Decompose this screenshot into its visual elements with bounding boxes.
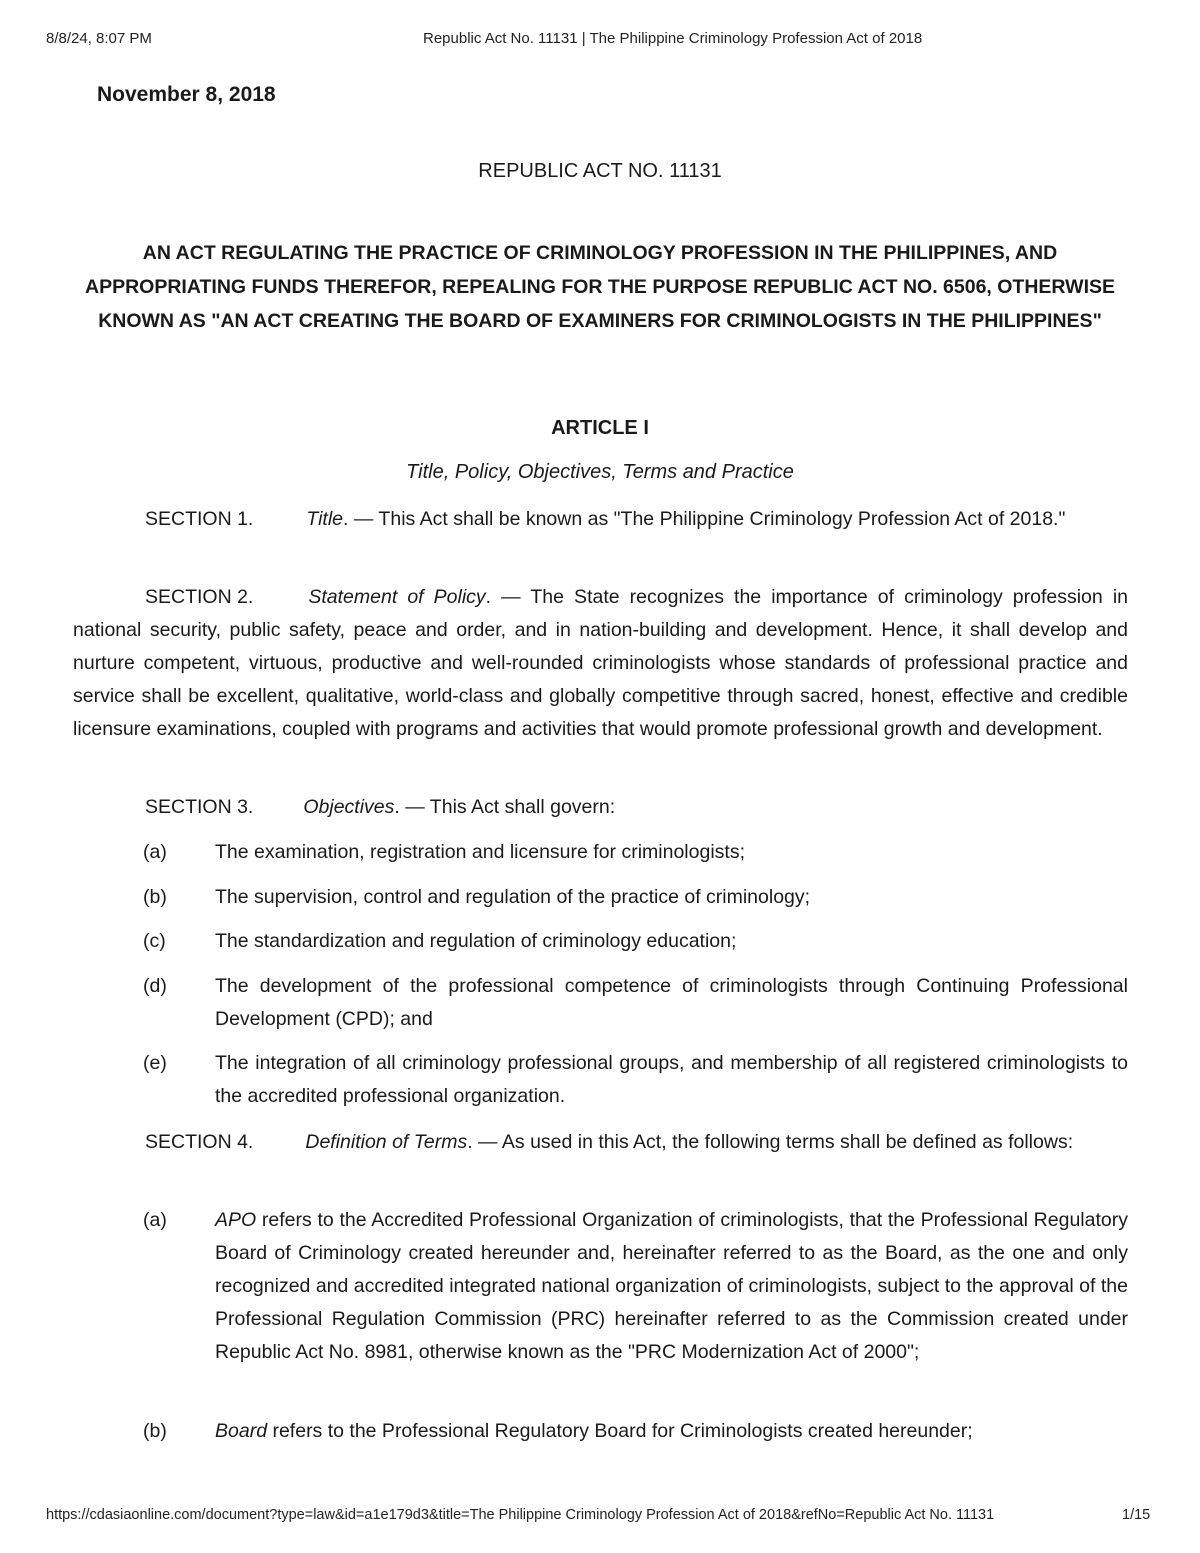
list-item-label: (e)	[143, 1052, 167, 1074]
definition-item	[143, 1204, 1128, 1369]
definition-item	[143, 1415, 1128, 1448]
list-item-label: (a)	[143, 1209, 167, 1231]
list-item-text: The standardization and regulation of criminology education;	[215, 930, 737, 952]
act-title: AN ACT REGULATING THE PRACTICE OF CRIMINOLOGY PROFESSION IN THE PHILIPPINES, AND APPROPRIATING FUNDS THEREFOR, REPEALING FOR THE PURPOSE REPUBLIC ACT NO. 6506, OTHERWISE KNOWN AS "AN ACT CREATING THE BOARD OF EXAMINERS FOR CRIMINOLOGISTS IN THE PHILIPPINES"	[85, 242, 1115, 332]
article-heading: ARTICLE I	[551, 417, 649, 439]
republic-act-number: REPUBLIC ACT NO. 11131	[478, 160, 722, 182]
list-item-label: (c)	[143, 930, 166, 952]
section-number: SECTION 1.	[145, 508, 254, 530]
section-text: . — This Act shall govern:	[394, 796, 616, 818]
section-number: SECTION 4.	[145, 1131, 254, 1153]
section-heading: Title	[306, 508, 344, 530]
list-item	[143, 881, 1128, 914]
section-number: SECTION 2.	[145, 586, 254, 608]
section-text: . — This Act shall be known as "The Philippine Criminology Profession Act of 2018."	[343, 508, 1066, 530]
defined-term: Board	[215, 1420, 268, 1442]
list-item-label: (a)	[143, 841, 167, 863]
print-url: https://cdasiaonline.com/document?type=law&id=a1e179d3&title=The Philippine Criminology Profession Act of 2018&refNo=Republic Act No. 11131	[46, 1507, 995, 1523]
section-2	[73, 581, 1128, 746]
section-text: . — As used in this Act, the following terms shall be defined as follows:	[467, 1131, 1074, 1153]
document-date: November 8, 2018	[97, 83, 276, 106]
section-text: . — The State recognizes the importance of criminology profession in national security, public safety, peace and order, and in nation-building and development. Hence, it shall develop and nurture competent, virtuous, productive and well-rounded criminologists whose standards of professional practice and service shall be excellent, qualitative, world-class and globally competitive through sacred, honest, effective and credible licensure examinations, coupled with programs and activities that would promote professional growth and development.	[73, 586, 1128, 740]
list-item-label: (d)	[143, 975, 167, 997]
print-page-number: 1/15	[1122, 1507, 1151, 1523]
list-item	[143, 836, 1128, 869]
section-heading: Definition of Terms	[305, 1131, 468, 1153]
list-item-label: (b)	[143, 886, 167, 908]
section-number: SECTION 3.	[145, 796, 254, 818]
article-subtitle: Title, Policy, Objectives, Terms and Practice	[406, 461, 794, 483]
list-item-text: The supervision, control and regulation of the practice of criminology;	[215, 886, 811, 908]
list-item-label: (b)	[143, 1420, 167, 1442]
defined-term: APO	[215, 1209, 257, 1231]
list-item	[143, 925, 1128, 958]
list-item-text: The integration of all criminology professional groups, and membership of all registered criminologists to the accredited professional organization.	[215, 1052, 1128, 1107]
section-heading: Objectives	[303, 796, 395, 818]
print-page-title: Republic Act No. 11131 | The Philippine Criminology Profession Act of 2018	[423, 30, 923, 47]
section-3	[73, 791, 1128, 824]
definition-text: refers to the Professional Regulatory Board for Criminologists created hereunder;	[267, 1420, 973, 1442]
list-item-text	[215, 1415, 1128, 1448]
list-item	[143, 970, 1128, 1036]
print-timestamp: 8/8/24, 8:07 PM	[46, 30, 152, 47]
list-item	[143, 1047, 1128, 1113]
section-1	[73, 503, 1128, 536]
list-item-text	[215, 1204, 1128, 1369]
list-item-text: The development of the professional competence of criminologists through Continuing Professional Development (CPD); and	[215, 975, 1128, 1030]
section-heading: Statement of Policy	[308, 586, 486, 608]
definition-text: refers to the Accredited Professional Organization of criminologists, that the Professional Regulatory Board of Criminology created hereunder and, hereinafter referred to as the Board, as the one and only recognized and accredited integrated national organization of criminologists, subject to the approval of the Professional Regulation Commission (PRC) hereinafter referred to as the Commission created under Republic Act No. 8981, otherwise known as the "PRC Modernization Act of 2000";	[215, 1209, 1128, 1363]
list-item-text: The examination, registration and licensure for criminologists;	[215, 841, 745, 863]
section-4	[73, 1126, 1128, 1159]
